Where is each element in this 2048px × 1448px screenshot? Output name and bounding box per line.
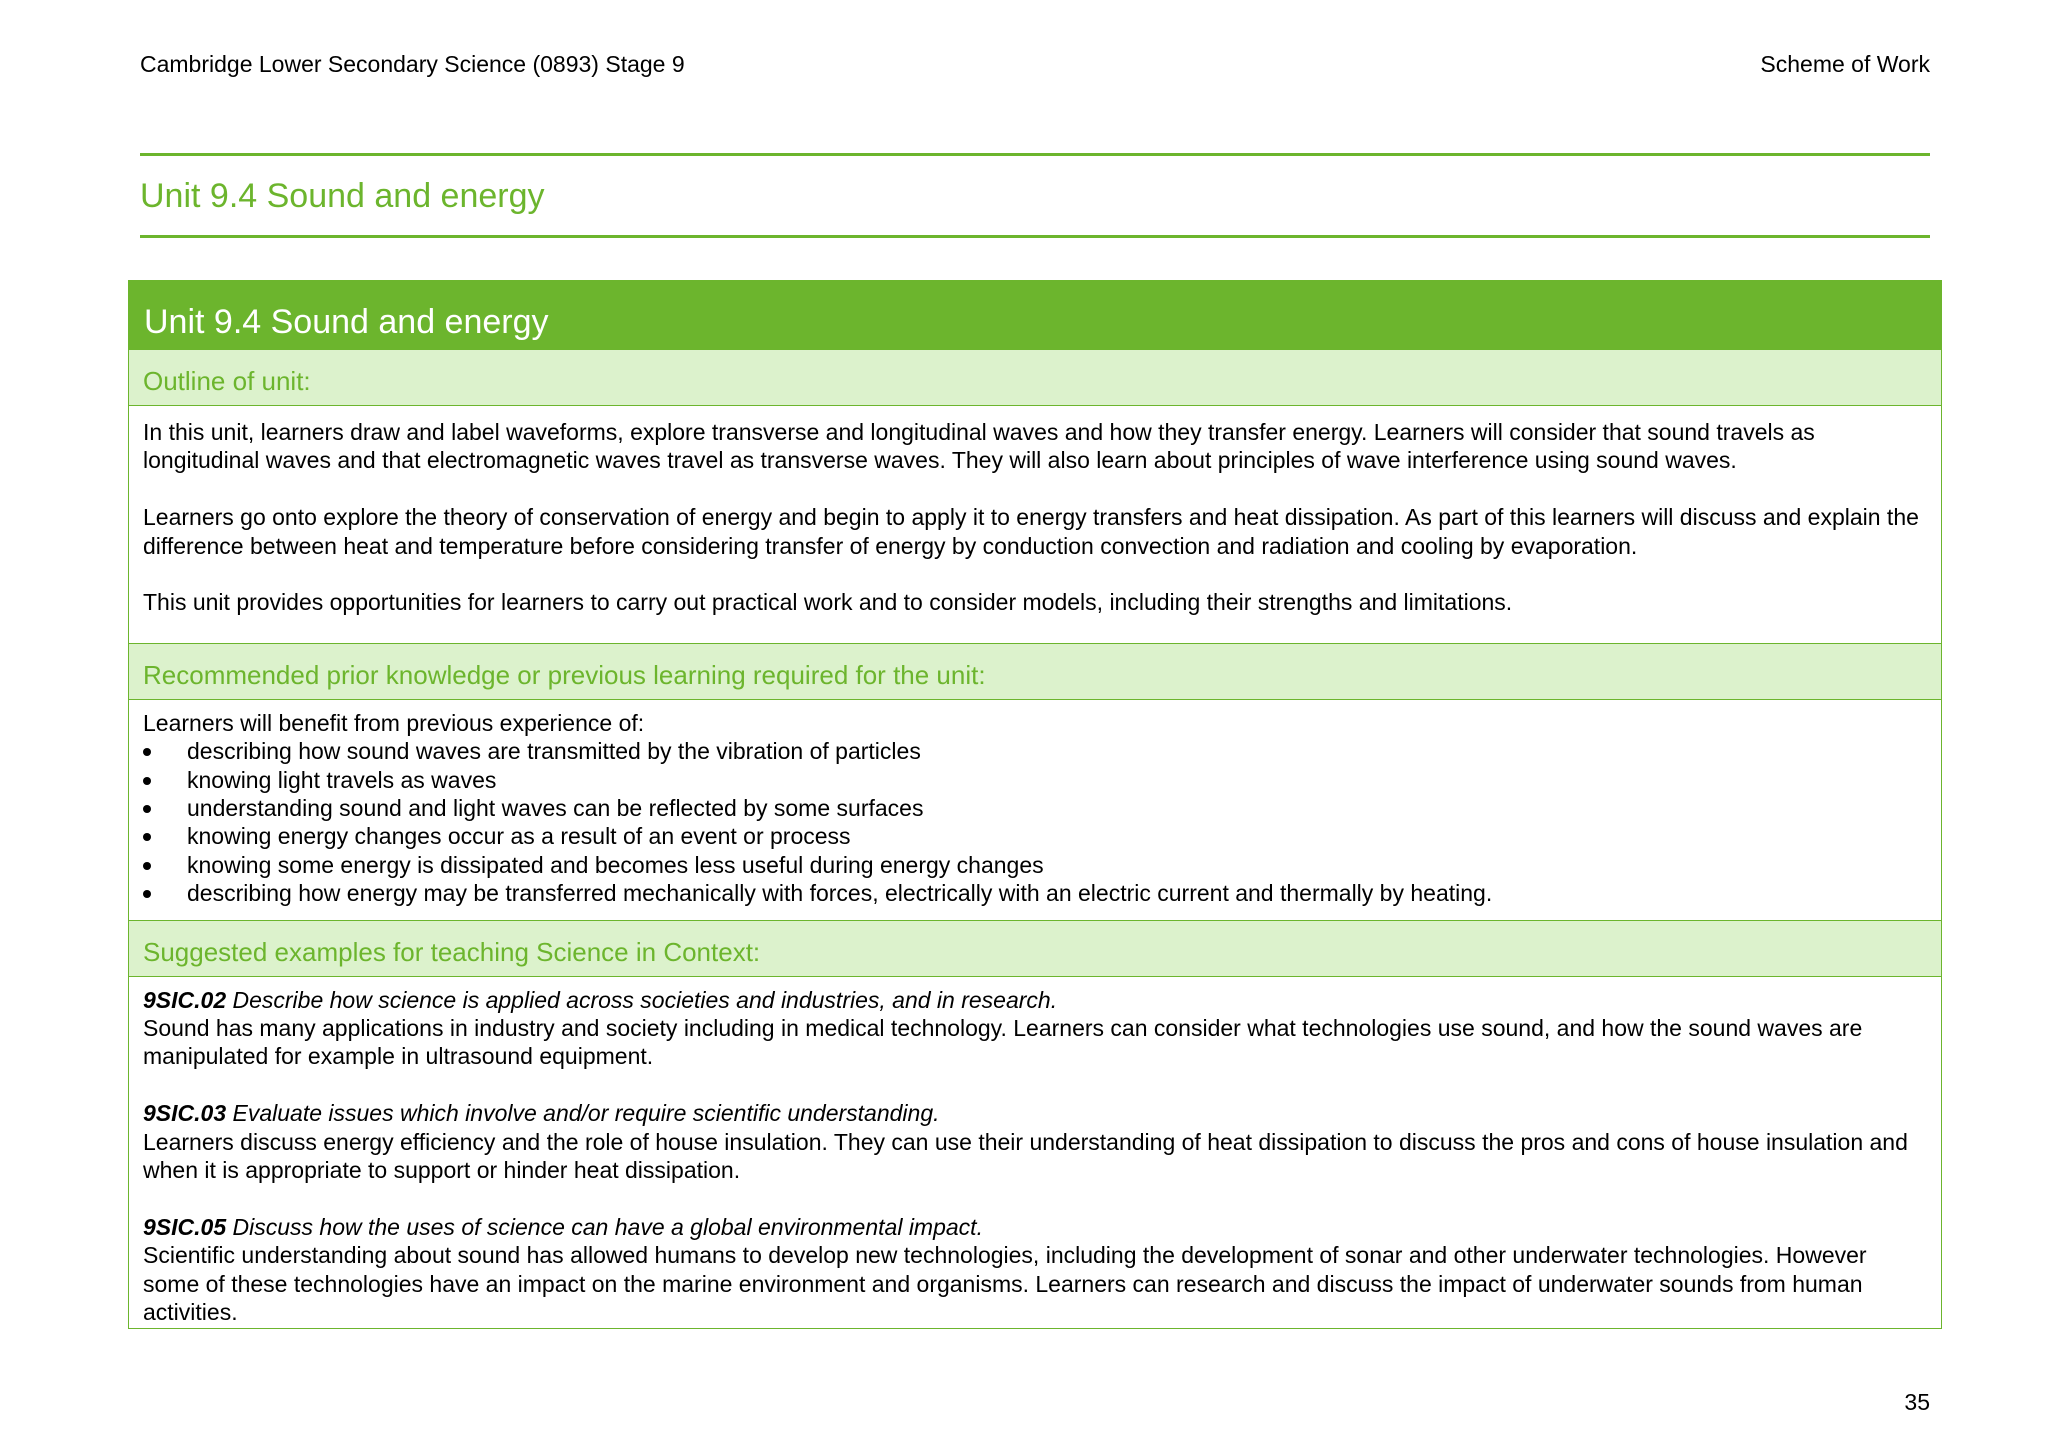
- list-item: describing how energy may be transferred mechanically with forces, electrically with an electric current and thermally by heating.: [143, 879, 1927, 907]
- context-example: [143, 986, 1927, 1071]
- page-number: 35: [1904, 1389, 1930, 1415]
- list-item: understanding sound and light waves can be reflected by some surfaces: [143, 794, 1927, 822]
- outline-heading: Outline of unit:: [129, 349, 1941, 406]
- example-statement: Describe how science is applied across societies and industries, and in research.: [232, 986, 1058, 1013]
- heading-bottom-rule: [140, 235, 1930, 238]
- context-example: [143, 1213, 1927, 1327]
- bullet-icon: [143, 777, 151, 785]
- prior-knowledge-intro: Learners will benefit from previous experience of:: [143, 709, 645, 736]
- unit-table-title: Unit 9.4 Sound and energy: [129, 281, 1941, 349]
- example-statement: Evaluate issues which involve and/or require scientific understanding.: [232, 1100, 940, 1127]
- unit-heading: Unit 9.4 Sound and energy: [140, 177, 545, 215]
- example-code: 9SIC.05: [143, 1213, 227, 1240]
- outline-paragraph: This unit provides opportunities for learners to carry out practical work and to consider models, including their strengths and limitations.: [143, 589, 1513, 616]
- bullet-icon: [143, 833, 151, 841]
- prior-knowledge-list: [143, 737, 1927, 907]
- example-text: Sound has many applications in industry and society including in medical technology. Learners can consider what technologies use sound, and how the sound waves are manipulated for example in ultrasound equipment.: [143, 1015, 1863, 1070]
- example-statement: Discuss how the uses of science can have a global environmental impact.: [232, 1213, 983, 1240]
- example-text: Learners discuss energy efficiency and the role of house insulation. They can use their understanding of heat dissipation to discuss the pros and cons of house insulation and when it is appropriate to support or hinder heat dissipation.: [143, 1128, 1908, 1184]
- bullet-icon: [143, 805, 151, 813]
- prior-knowledge-heading: Recommended prior knowledge or previous learning required for the unit:: [129, 643, 1941, 700]
- bullet-icon: [143, 862, 151, 870]
- list-item: knowing light travels as waves: [143, 766, 1927, 794]
- unit-summary-table: [128, 280, 1942, 1329]
- science-in-context-body: [129, 977, 1941, 1328]
- outline-body: [129, 406, 1941, 643]
- list-item: knowing some energy is dissipated and becomes less useful during energy changes: [143, 851, 1927, 879]
- science-in-context-heading: Suggested examples for teaching Science in Context:: [129, 920, 1941, 977]
- outline-paragraph: In this unit, learners draw and label waveforms, explore transverse and longitudinal waves and how they transfer energy. Learners will consider that sound travels as longitudinal waves and that electromagnetic waves travel as transverse waves. They will also learn about principles of wave interference using sound waves.: [143, 419, 1815, 474]
- example-code: 9SIC.02: [143, 986, 227, 1013]
- context-example: [143, 1099, 1927, 1184]
- example-code: 9SIC.03: [143, 1100, 227, 1127]
- example-text: Scientific understanding about sound has allowed humans to develop new technologies, including the development of sonar and other underwater technologies. However some of these technologies have an impact on the marine environment and organisms. Learners can research and discuss the impact of underwater sounds from human activities.: [143, 1242, 1867, 1326]
- list-item: knowing energy changes occur as a result of an event or process: [143, 822, 1927, 850]
- list-item: describing how sound waves are transmitted by the vibration of particles: [143, 737, 1927, 765]
- prior-knowledge-body: [129, 700, 1941, 920]
- running-header-doc-type: Scheme of Work: [1760, 51, 1930, 77]
- outline-paragraph: Learners go onto explore the theory of conservation of energy and begin to apply it to energy transfers and heat dissipation. As part of this learners will discuss and explain the difference between heat and temperature before considering transfer of energy by conduction convection and radiation and cooling by evaporation.: [143, 504, 1919, 559]
- heading-top-rule: [140, 153, 1930, 156]
- bullet-icon: [143, 748, 151, 756]
- running-header-title: Cambridge Lower Secondary Science (0893) Stage 9: [140, 51, 685, 77]
- bullet-icon: [143, 890, 151, 898]
